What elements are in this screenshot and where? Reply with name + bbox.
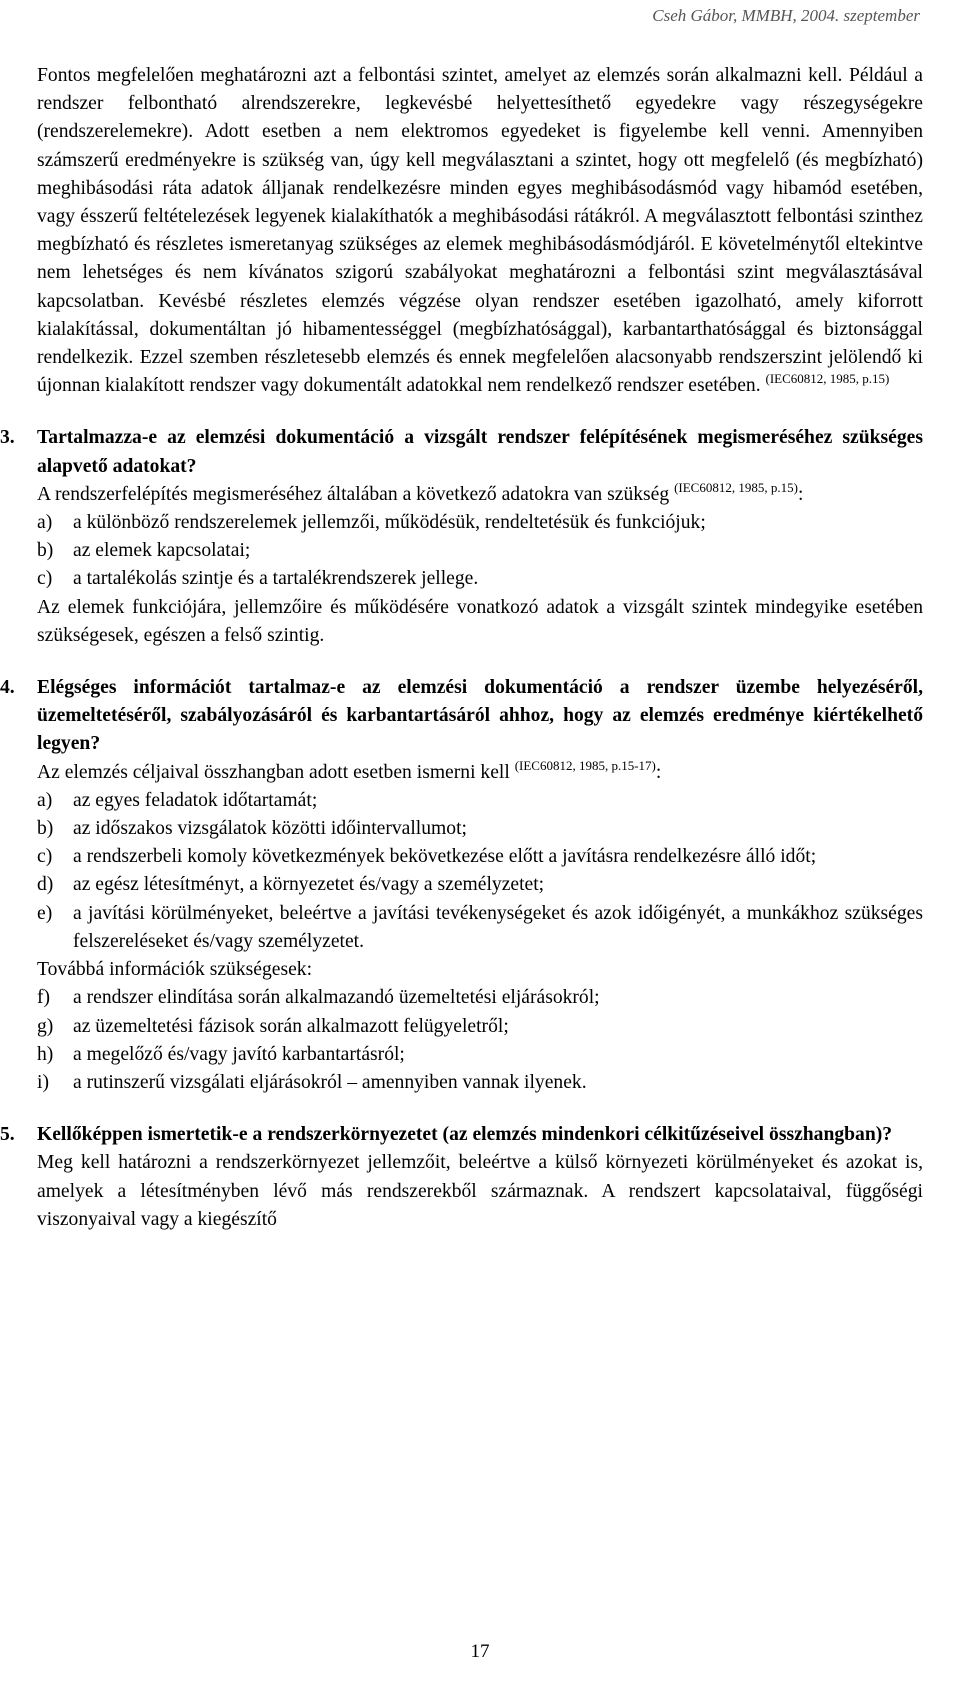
list-item-label: i) [37, 1071, 49, 1093]
list-item [37, 984, 923, 1012]
question-4 [0, 674, 923, 759]
page-number: 17 [470, 1641, 490, 1662]
list-item-text: a megelőző és/vagy javító karbantartásról; [73, 1043, 405, 1065]
list-item [37, 871, 923, 899]
question-4-further: Továbbá információk szükségesek: [37, 959, 313, 981]
list-item-label: d) [37, 874, 54, 896]
list-item-label: b) [37, 818, 54, 840]
question-3-closing: Az elemek funkciójára, jellemzőire és működésére vonatkozó adatok a vizsgált szintek mindegyike esetében szükségesek, egészen a felső szintig. [37, 596, 923, 646]
question-4-title: Elégséges információt tartalmaz-e az elemzési dokumentáció a rendszer üzembe helyezéséről, üzemeltetéséről, szabályozásáról és karbantartásáról ahhoz, hogy az elemzés eredménye kiértékelhető legyen? [37, 677, 923, 755]
list-item [37, 565, 923, 593]
list-item-text: a tartalékolás szintje és a tartalékrendszerek jellege. [73, 568, 479, 590]
list-item [37, 1069, 923, 1097]
list-item-text: az időszakos vizsgálatok közötti időintervallumot; [73, 818, 467, 840]
question-4-reference: (IEC60812, 1985, p.15-17) [514, 757, 656, 773]
list-item-text: az egyes feladatok időtartamát; [73, 789, 318, 811]
list-item [37, 900, 923, 956]
list-item-text: a különböző rendszerelemek jellemzői, működésük, rendeltetésük és funkciójuk; [73, 512, 706, 534]
question-5-number: 5. [0, 1124, 15, 1146]
list-item [37, 1041, 923, 1069]
question-4-lead [37, 759, 923, 787]
list-item-text: a rendszer elindítása során alkalmazandó üzemeltetési eljárásokról; [73, 987, 600, 1009]
list-item-label: b) [37, 540, 54, 562]
list-item-label: a) [37, 512, 53, 534]
question-5-title: Kellőképpen ismertetik-e a rendszerkörnyezetet (az elemzés mindenkori célkitűzéseivel összhangban)? [37, 1124, 893, 1146]
question-3-colon: : [797, 483, 804, 505]
question-4-number: 4. [0, 677, 15, 699]
question-3-title: Tartalmazza-e az elemzési dokumentáció a vizsgált rendszer felépítésének megismeréséhez szükséges alapvető adatokat? [37, 427, 923, 477]
list-item-text: az üzemeltetési fázisok során alkalmazott felügyeletről; [73, 1015, 509, 1037]
list-item-label: e) [37, 902, 53, 924]
list-item [37, 509, 923, 537]
intro-reference: (IEC60812, 1985, p.15) [765, 371, 890, 387]
list-item [37, 537, 923, 565]
question-3-lead-text: A rendszerfelépítés megismeréséhez általában a következő adatokra van szükség [37, 483, 670, 505]
list-item-label: g) [37, 1015, 54, 1037]
list-item-text: az elemek kapcsolatai; [73, 540, 251, 562]
list-item-label: a) [37, 789, 53, 811]
list-item-label: c) [37, 568, 53, 590]
list-item [37, 843, 923, 871]
list-item [37, 1013, 923, 1041]
question-4-lead-text: Az elemzés céljaival összhangban adott esetben ismerni kell [37, 761, 510, 783]
list-item-label: f) [37, 987, 51, 1009]
list-item-text: az egész létesítményt, a környezetet és/vagy a személyzetet; [73, 874, 545, 896]
intro-text: Fontos megfelelően meghatározni azt a felbontási szintet, amelyet az elemzés során alkalmazni kell. Például a rendszer felbontható alrendszerekre, legkevésbé helyettesíthető egyedekre vagy részegységekre (rendszerelemekre). Adott esetben a nem elektromos egyedeket is figyelembe kell venni. Amennyiben számszerű eredményekre is szükség van, úgy kell megválasztani a szintet, hogy ott megfelelő (és megbízható) meghibásodási ráta adatok álljanak rendelkezésre minden egyes meghibásodásmód vagy hibamód esetében, vagy ésszerű feltételezések legyenek kialakíthatók a meghibásodási rátákról. A megválasztott felbontási szinthez megbízható és részletes ismeretanyag szükséges az elemek meghibásodásmódjáról. E követelménytől eltekintve nem lehetséges és nem kívánatos szigorú szabályokat meghatározni a felbontási szint megválasztásával kapcsolatban. Kevésbé részletes elemzés végzése olyan rendszer esetében igazolható, amely kiforrott kialakítással, dokumentáltan jó hibamentességgel (megbízhatósággal), karbantarthatósággal és biztonsággal rendelkezik. Ezzel szemben részletesebb elemzés és ennek megfelelően alacsonyabb rendszerszint jelölendő ki újonnan kialakított rendszer vagy dokumentált adatokkal nem rendelkező rendszer esetében. [37, 65, 923, 397]
list-item-text: a javítási körülményeket, beleértve a javítási tevékenységeket és azok időigényét, a munkákhoz szükséges felszereléseket és/vagy személyzetet. [73, 902, 923, 952]
list-item-text: a rendszerbeli komoly következmények bekövetkezése előtt a javításra rendelkezésre álló időt; [73, 846, 817, 868]
question-5 [0, 1121, 923, 1149]
list-item [37, 787, 923, 815]
list-item-text: a rutinszerű vizsgálati eljárásokról – amennyiben vannak ilyenek. [73, 1071, 587, 1093]
list-item-label: c) [37, 846, 53, 868]
intro-paragraph [37, 62, 923, 400]
question-3-number: 3. [0, 427, 15, 449]
list-item-label: h) [37, 1043, 54, 1065]
question-5-text: Meg kell határozni a rendszerkörnyezet jellemzőit, beleértve a külső környezeti körülményeket és azokat is, amelyek a létesítményben lévő más rendszerekből származnak. A rendszert kapcsolataival, függőségi viszonyaival vagy a kiegészítő [37, 1152, 923, 1230]
page-content [0, 62, 923, 1234]
question-3-reference: (IEC60812, 1985, p.15) [674, 479, 798, 495]
question-3 [0, 424, 923, 480]
question-3-lead [37, 481, 923, 509]
list-item [37, 815, 923, 843]
question-4-colon: : [655, 761, 662, 783]
page-header: Cseh Gábor, MMBH, 2004. szeptember [652, 6, 920, 25]
